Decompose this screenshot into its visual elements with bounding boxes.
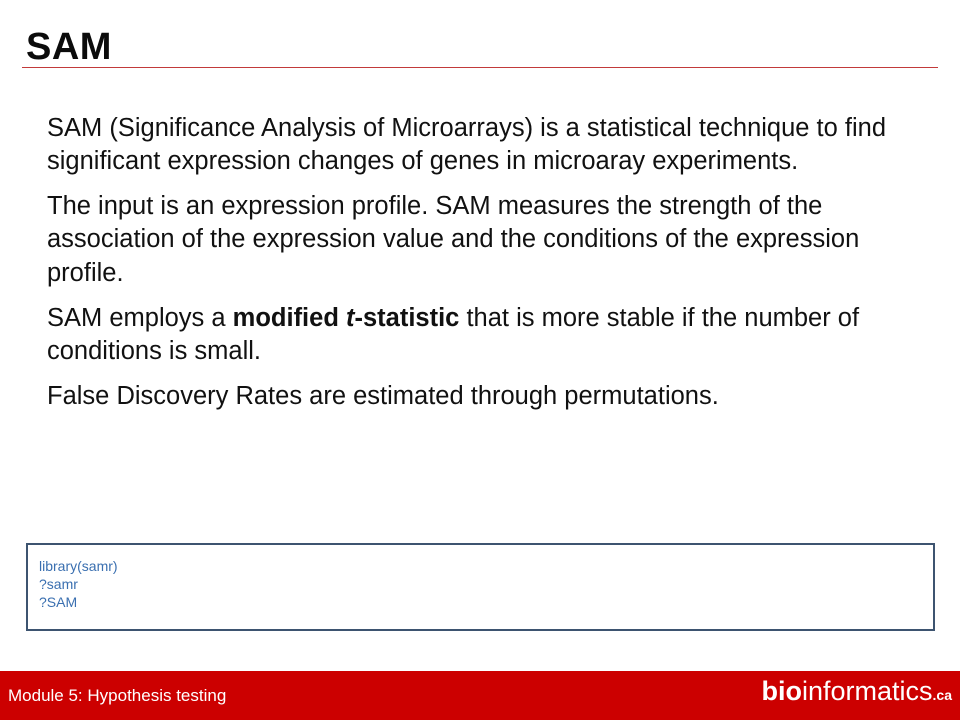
footer-module-label: Module 5: Hypothesis testing xyxy=(8,686,227,705)
paragraph-input: The input is an expression profile. SAM measures the strength of the association of the expression value and the conditions of the expression profile. xyxy=(47,192,860,287)
title-divider xyxy=(22,67,938,68)
paragraph-fdr: False Discovery Rates are estimated through permutations. xyxy=(47,381,719,410)
code-box xyxy=(26,543,935,631)
statistic-term-suffix: -statistic xyxy=(354,303,460,332)
code-line-help-sam: ?SAM xyxy=(39,594,78,610)
statistic-term-t: t xyxy=(346,303,355,332)
code-line-help-samr: ?samr xyxy=(39,576,78,592)
logo-ca: .ca xyxy=(932,687,952,703)
paragraph-statistic xyxy=(47,302,897,368)
logo-bio: bio xyxy=(761,676,802,706)
slide-body xyxy=(47,112,897,425)
logo-informatics: informatics xyxy=(802,676,933,706)
paragraph-definition: SAM (Significance Analysis of Microarrays) is a statistical technique to find significant expression changes of genes in microaray experiments. xyxy=(47,114,887,176)
statistic-term-modified: modified xyxy=(232,303,346,332)
code-line-library: library(samr) xyxy=(39,558,118,574)
statistic-text-start: SAM employs a xyxy=(47,303,233,332)
statistic-text-end: that is more stable if the number of conditions is small. xyxy=(47,303,860,365)
slide-title: SAM xyxy=(26,26,112,68)
statistic-term xyxy=(233,304,460,332)
bioinformatics-logo xyxy=(762,676,953,707)
